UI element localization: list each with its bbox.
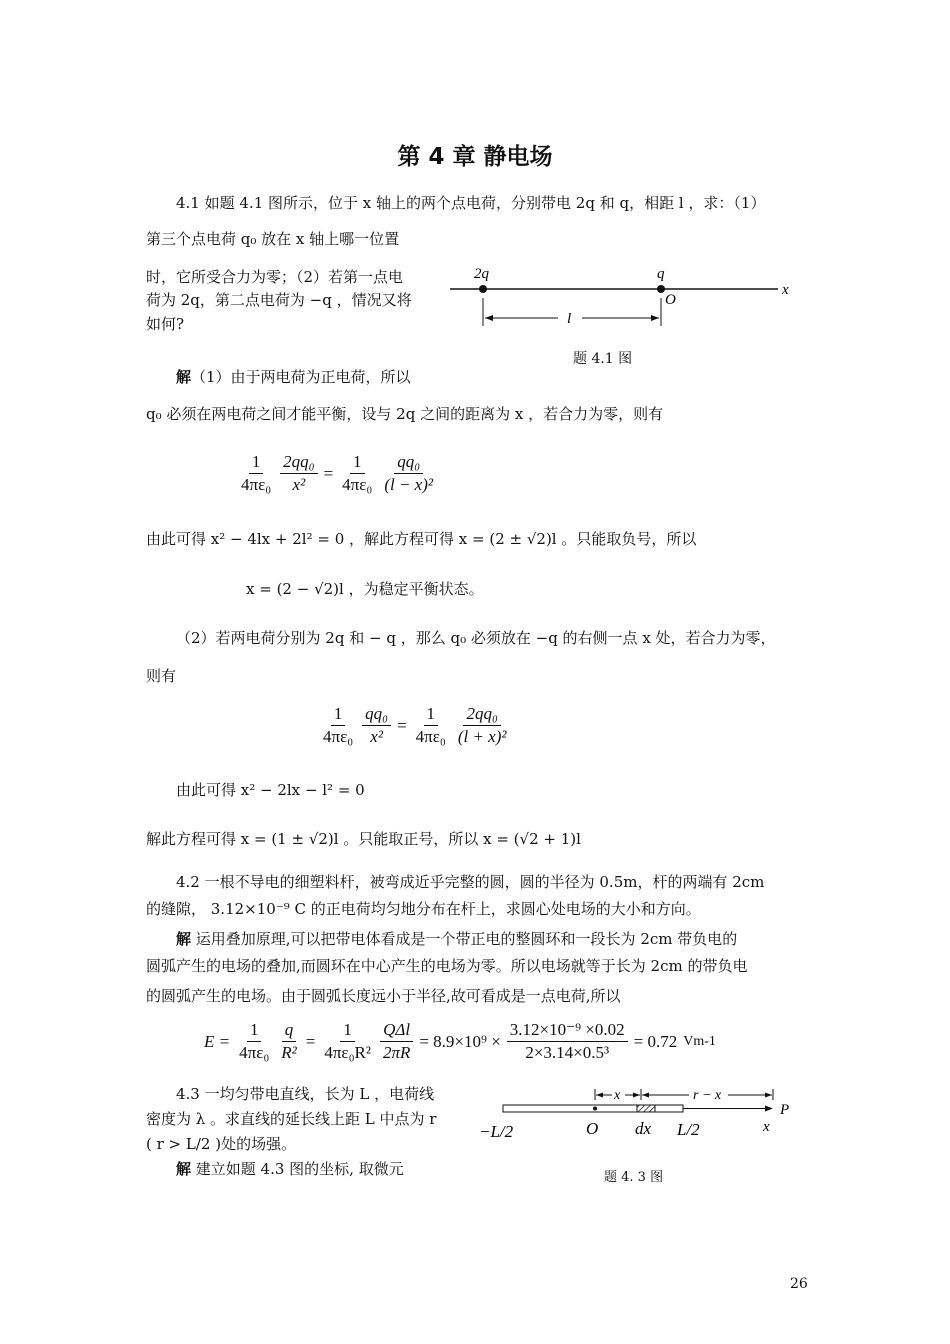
sol41-line1: （1）由于两电荷为正电荷，所以 (191, 368, 411, 386)
eq1-frac-b: $\frac{\text{2qq₀}}{\text{x²}}$ (280, 452, 317, 495)
fig43-arrow-rx-left (642, 1093, 649, 1098)
p42-solve-label: 解 (176, 930, 192, 948)
fig43-caption: 题 4. 3 图 (604, 1170, 664, 1185)
eq1-frac-a: $\frac{1}{\text{4πε₀}}$ (241, 452, 272, 494)
sol41-line1-wrap (176, 366, 411, 388)
eq2-frac-c: $\frac{1}{\text{4πε₀}}$ (415, 704, 446, 746)
p43-solve-label: 解 (176, 1160, 192, 1178)
chapter-title: 第 4 章 静电场 (397, 144, 553, 170)
p42-line3: 运用叠加原理,可以把带电体看成是一个带正电的整圆环和一段长为 2cm 带负电的 (191, 930, 738, 948)
p42-eq-coef: = 8.9×10⁹ × (419, 1031, 501, 1051)
p43-line3: ( r > L/2 )处的场强。 (146, 1135, 297, 1153)
p41-line3: 时，它所受合力为零；（2）若第一点电 (146, 268, 404, 286)
eq2-frac-d: $\frac{\text{2qq₀}}{\text{(l + x)²}}$ (457, 704, 507, 746)
p42-frac-4: $\frac{\text{QΔl}}{2\pi R}$ (380, 1020, 413, 1063)
fig43-label-x-axis: x (763, 1119, 770, 1135)
fig41-charge-2q (479, 285, 487, 293)
fig41-arrow-right (651, 315, 659, 321)
fig43-arrow-x-right (633, 1093, 640, 1098)
p42-line4: 圆弧产生的电场的叠加,而圆环在中心产生的电场为零。所以电场就等于长为 2cm 的带负电 (146, 957, 748, 975)
p42-eq-unit: Vm-1 (683, 1033, 716, 1049)
fig43-label-r-minus-x: r − x (693, 1088, 722, 1103)
p41-line5: 如何? (146, 315, 185, 333)
fig43-label-O: O (586, 1119, 599, 1138)
page-number: 26 (790, 1276, 808, 1292)
fig43-axis-arrow (765, 1106, 773, 1112)
p42-line1: 4.2 一根不导电的细塑料杆，被弯成近乎完整的圆，圆的半径为 0.5m，杆的两端有 2cm (176, 873, 765, 891)
sol41-equation-1 (238, 452, 436, 495)
p42-line3-wrap (176, 928, 737, 950)
p42-eq-mid: = (305, 1031, 316, 1051)
p42-eq-E: E = (204, 1031, 231, 1051)
fig43-arrow-x-left (596, 1093, 603, 1098)
fig43-origin-dot (593, 1107, 597, 1111)
eq1-equals: = (323, 463, 334, 483)
p42-frac-2: $\frac{q}{\text{R²}}$ (281, 1020, 297, 1062)
fig43-arrow-rx-right (765, 1093, 772, 1098)
sol41-line8: 解此方程可得 x = (1 ± √2)l 。只能取正号，所以 x = (√2 + 1)l (146, 830, 581, 848)
sol41-equation-2 (320, 704, 510, 747)
fig41-label-x: x (782, 282, 789, 298)
sol41-line2: q₀ 必须在两电荷之间才能平衡，设与 2q 之间的距离为 x ，若合力为零，则有 (146, 405, 664, 423)
fig41-label-q: q (657, 266, 665, 282)
fig43-dx-element (637, 1105, 655, 1112)
eq2-frac-b: $\frac{\text{qq₀}}{\text{x²}}$ (362, 704, 391, 747)
sol41-line4: x = (2 − √2)l ，为稳定平衡状态。 (246, 580, 484, 598)
p42-frac-5: $\frac{\text{3.12×10⁻⁹ ×0.02}}{\text{2×3.14×0.5³}}$ (507, 1020, 628, 1063)
p42-equation (204, 1020, 716, 1063)
p43-line2: 密度为 λ 。求直线的延长线上距 L 中点为 r (146, 1110, 437, 1128)
fig41-label-l: l (567, 311, 572, 327)
fig43-label-P: P (780, 1102, 790, 1118)
fig41-caption: 题 4.1 图 (573, 351, 633, 367)
sol41-line5: （2）若两电荷分别为 2q 和 − q ，那么 q₀ 必须放在 −q 的右侧一点 x 处，若合力为零， (176, 629, 776, 647)
eq2-equals: = (397, 715, 407, 735)
eq2-frac-a: $\frac{1}{\text{4πε₀}}$ (323, 704, 354, 746)
fig43-label-dx: dx (635, 1119, 652, 1138)
p42-frac-3: $\frac{1}{\text{4πε₀R²}}$ (324, 1020, 371, 1062)
sol41-line3: 由此可得 x² − 4lx + 2l² = 0 ，解此方程可得 x = (2 ± √2)l 。只能取负号，所以 (146, 530, 697, 548)
p43-line4: 建立如题 4.3 图的坐标, 取微元 (191, 1160, 404, 1178)
p41-line4: 荷为 2q，第二点电荷为 −q ，情况又将 (146, 291, 412, 309)
p43-line1: 4.3 一均匀带电直线，长为 L ，电荷线 (176, 1085, 435, 1103)
p42-line5: 的圆弧产生的电场。由于圆弧长度远小于半径,故可看成是一点电荷,所以 (146, 987, 621, 1005)
sol41-line7: 由此可得 x² − 2lx − l² = 0 (176, 781, 365, 799)
p42-line2: 的缝隙， 3.12×10⁻⁹ C 的正电荷均匀地分布在杆上，求圆心处电场的大小和方向。 (146, 900, 701, 918)
sol41-solve-label: 解 (176, 368, 192, 386)
p42-eq-result: = 0.72 (633, 1031, 678, 1051)
fig43-label-x-top: x (614, 1088, 621, 1103)
eq1-frac-d: $\frac{\text{qq₀}}{\text{(l − x)²}}$ (384, 452, 433, 494)
p41-line2: 第三个点电荷 q₀ 放在 x 轴上哪一位置 (146, 230, 400, 248)
eq1-frac-c: $\frac{1}{\text{4πε₀}}$ (342, 452, 373, 494)
fig43-label-L2: L/2 (677, 1120, 700, 1139)
figure-4-1 (440, 258, 810, 338)
p43-line4-wrap (176, 1158, 404, 1180)
fig41-label-origin: O (665, 292, 676, 308)
p42-frac-1: $\frac{1}{\text{4πε₀}}$ (239, 1020, 270, 1062)
fig41-arrow-left (485, 315, 493, 321)
sol41-line6: 则有 (146, 667, 177, 685)
fig41-charge-q (657, 285, 665, 293)
fig41-label-2q: 2q (474, 266, 489, 282)
p41-line1: 4.1 如题 4.1 图所示，位于 x 轴上的两个点电荷，分别带电 2q 和 q，相距 l ，求：（1） (176, 194, 766, 212)
fig43-label-minus-L2: −L/2 (479, 1122, 514, 1141)
figure-4-3 (475, 1082, 805, 1144)
